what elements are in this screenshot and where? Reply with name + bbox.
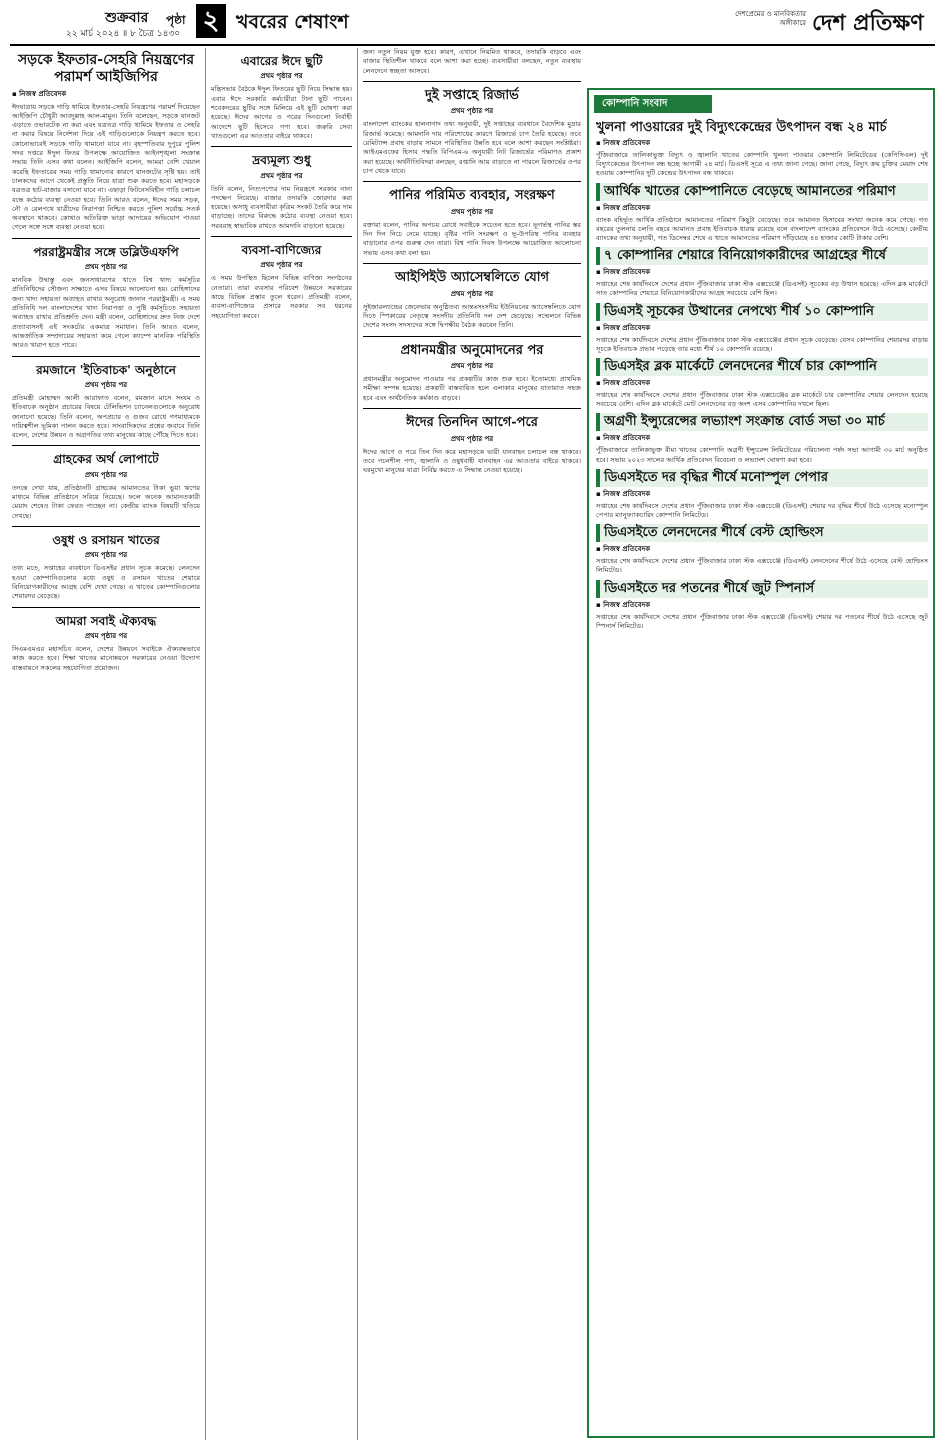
headline: পানির পরিমিত ব্যবহার, সংরক্ষণ xyxy=(389,188,555,204)
article-body: ঈদযাত্রায় সড়কে গাড়ি থামিয়ে ইফতার-সেহরি নিয়ন্ত্রণের পরামর্শ দিয়েছেন আইজিপি চৌধুরী আবদুল্লাহ আল-মামুন। তিনি বলেছেন, সড়কে যানজট এড়াতে ওভারটেক না করা এবং যত্রতত্র গাড়ি থামিয়ে ইফতার ও সেহরি না করার বিষয়ে নির্দেশনা দিয়ে এই গাড়িগুলোকে নিয়ন্ত্রণ করতে হবে। কোনোভাবেই সড়কে গাড়ি থামানো যাবে না। বৃহস্পতিবার দুপুরে পুলিশ সদর দপ্তরে ঈদুল ফিতর উপলক্ষে আয়োজিত আইনশৃঙ্খলা সংক্রান্ত সভায় তিনি এসব কথা বলেন। আইজিপি বলেন, আমরা বেশি খেয়াল করেছি ইফতারের সময় গাড়ি থামানোর কারণে যানজটের সৃষ্টি হয়। তাই চালকদের আগে থেকেই প্রস্তুতি নিয়ে যাত্রা শুরু করতে হবে। মহাসড়কে যত্রতত্র হাট-বাজার বসানো যাবে না। এছাড়া ফিটনেসবিহীন গাড়ি চলাচল বন্ধে কঠোর ব্যবস্থা নেওয়া হবে। তিনি আরও বলেন, ঈদের সময় সড়ক, নৌ ও রেলপথে যাত্রীদের নিরাপত্তা নিশ্চিত করতে পুলিশ সর্বোচ্চ সতর্ক অবস্থানে থাকবে। কোথাও অতিরিক্ত ভাড়া আদায়ের অভিযোগ পাওয়া গেলে সঙ্গে সঙ্গে ব্যবস্থা নেওয়া হবে। xyxy=(12,102,200,232)
byline: ▪ নিজস্ব প্রতিবেদক xyxy=(596,545,651,554)
column-divider xyxy=(205,48,206,1440)
divider xyxy=(12,526,200,527)
byline: প্রথম পৃষ্ঠার পর xyxy=(450,289,494,298)
byline: প্রথম পৃষ্ঠার পর xyxy=(84,631,128,640)
article-body: তদন্তে দেখা যায়, প্রতিষ্ঠানটি গ্রাহকের আমানতের টাকা ভুয়া ঋণের মাধ্যমে বিভিন্ন প্রতিষ্ঠানে সরিয়ে নিয়েছে। ফলে অনেক আমানতকারী মেয়াদ শেষেও টাকা ফেরত পাচ্ছেন না। কেন্দ্রীয় ব্যাংক বিষয়টি খতিয়ে দেখছে। xyxy=(12,483,200,520)
headline: পররাষ্ট্রমন্ত্রীর সঙ্গে ডব্লিউএফপি xyxy=(33,244,179,259)
column-3 xyxy=(363,48,581,1440)
headline: অগ্রণী ইন্স্যুরেন্সের লভ্যাংশ সংক্রান্ত বোর্ড সভা ৩০ মার্চ xyxy=(596,413,928,431)
headline: আমরা সবাই ঐক্যবদ্ধ xyxy=(55,613,157,628)
article-body: তথ্য মতে, সপ্তাহের ব্যবধানে ডিএসইর প্রধান সূচক কমেছে। লেনদেন হওয়া কোম্পানিগুলোর মধ্যে ওষুধ ও রসায়ন খাতের শেয়ারে বিনিয়োগকারীদের আগ্রহ বেশি দেখা গেছে। এ খাতের কোম্পানিগুলোর শেয়ারদর বেড়েছে। xyxy=(12,564,200,601)
byline: প্রথম পৃষ্ঠার পর xyxy=(260,261,303,270)
section-title: খবরের শেষাংশ xyxy=(236,11,349,33)
byline: ▪ নিজস্ব প্রতিবেদক xyxy=(596,203,651,212)
byline: প্রথম পৃষ্ঠার পর xyxy=(84,263,128,272)
divider xyxy=(211,236,352,237)
byline: প্রথম পৃষ্ঠার পর xyxy=(450,107,494,116)
headline: গ্রাহকের অর্থ লোপাটে xyxy=(53,452,159,467)
divider xyxy=(12,445,200,446)
article-body: মানবিক উদ্বাস্তু এবং জনসাধারণের খাতে বিশ্ব খাদ্য কর্মসূচির প্রতিনিধিদের সৌজন্য সাক্ষাতে এসব বিষয়ে আলোচনা হয়। রোহিঙ্গাদের জন্য খাদ্য সহায়তা অব্যাহত রাখার অনুরোধ জানান পররাষ্ট্রমন্ত্রী। এ সময় প্রতিনিধি দল বাংলাদেশের খাদ্য নিরাপত্তা ও পুষ্টি কর্মসূচিতে সহায়তা অব্যাহত রাখার প্রতিশ্রুতি দেন। মন্ত্রী বলেন, রোহিঙ্গাদের দ্রুত নিজ দেশে প্রত্যাবাসনই এই সংকটের একমাত্র সমাধান। তিনি আরও বলেন, আন্তর্জাতিক সম্প্রদায়ের সহায়তা কমে গেলে ক্যাম্পে মানবিক পরিস্থিতি আরও খারাপ হতে পারে। xyxy=(12,276,200,350)
article-body: ব্যাংক বহির্ভূত আর্থিক প্রতিষ্ঠানে আমানতের পরিমাণ কিছুটা বেড়েছে। তবে আমানত হিসাবের সংখ্যা অনেক কমে গেছে। গত বছরের তুলনায় চলতি বছরে আমানত প্রবাহ ইতিবাচক ধারায় রয়েছে বলে বাংলাদেশ ব্যাংকের প্রতিবেদনে উঠে এসেছে। কেন্দ্রীয় ব্যাংকের তথ্য অনুযায়ী, গত ডিসেম্বর শেষে এ খাতে আমানতের পরিমাণ দাঁড়িয়েছে ৪৪ হাজার কোটি টাকার বেশি। xyxy=(596,215,928,243)
article-body: এ সময় উপস্থিত ছিলেন বিভিন্ন বাণিজ্য সংগঠনের নেতারা। তারা ব্যবসার পরিবেশ উন্নয়নে সরকারের কাছে বিভিন্ন প্রস্তাব তুলে ধরেন। প্রতিমন্ত্রী বলেন, ব্যবসা-বাণিজ্যের প্রসারে সরকার সব ধরনের সহযোগিতা করবে। xyxy=(211,274,352,320)
byline: ▪ নিজস্ব প্রতিবেদক xyxy=(12,89,67,98)
column-1 xyxy=(12,48,200,1440)
header-page-label: পৃষ্ঠা xyxy=(166,13,186,27)
divider xyxy=(12,607,200,608)
byline: ▪ নিজস্ব প্রতিবেদক xyxy=(596,379,651,388)
page-number: ২ xyxy=(196,4,226,38)
article-body: পুঁজিবাজারে তালিকাভুক্ত বিদ্যুৎ ও জ্বালানি খাতের কোম্পানি খুলনা পাওয়ার কোম্পানি লিমিটেডের (কেপিসিএল) দুই বিদ্যুৎকেন্দ্রের উৎপাদন বন্ধ হচ্ছে আগামী ২৪ মার্চ। ডিএসই সূত্রে এ তথ্য জানা গেছে। জানা গেছে, বিদ্যুৎ ক্রয় চুক্তির মেয়াদ শেষ হওয়ায় কোম্পানির দুটি কেন্দ্রের উৎপাদন বন্ধ থাকবে। xyxy=(596,151,928,178)
byline: প্রথম পৃষ্ঠার পর xyxy=(450,207,494,216)
divider xyxy=(12,356,200,357)
headline: আর্থিক খাতের কোম্পানিতে বেড়েছে আমানতের পরিমাণ xyxy=(596,183,928,201)
byline: প্রথম পৃষ্ঠার পর xyxy=(84,380,128,389)
article-body: সপ্তাহের শেষ কার্যদিবসে দেশের প্রধান পুঁজিবাজার ঢাকা স্টক এক্সচেঞ্জে (ডিএসই) লেনদেনের শীর্ষে উঠে এসেছে বেস্ট হোল্ডিংস লিমিটেড। xyxy=(596,557,928,575)
byline: ▪ নিজস্ব প্রতিবেদক xyxy=(596,268,651,277)
article-body: তিনি বলেন, নিত্যপণ্যের দাম নিয়ন্ত্রণে সরকার নানা পদক্ষেপ নিয়েছে। বাজার তদারকি জোরদার করা হয়েছে। অসাধু ব্যবসায়ীরা কৃত্রিম সংকট তৈরি করে দাম বাড়াচ্ছে। তাদের বিরুদ্ধে কঠোর ব্যবস্থা নেওয়া হবে। সরবরাহ স্বাভাবিক রাখতে আমদানি বাড়ানো হয়েছে। xyxy=(211,184,352,230)
divider xyxy=(363,408,581,409)
headline: আইপিইউ অ্যাসেম্বলিতে যোগ xyxy=(394,270,550,286)
divider xyxy=(363,263,581,264)
article-body: সপ্তাহের শেষ কার্যদিবসে দেশের প্রধান পুঁজিবাজার ঢাকা স্টক এক্সচেঞ্জে (ডিএসই) শেয়ার দর বৃদ্ধির শীর্ষে উঠে এসেছে মনোস্পুল পেপার ম্যানুফ্যাকচারিং কোম্পানি লিমিটেড। xyxy=(596,501,928,520)
headline: ঈদের তিনদিন আগে-পরে xyxy=(406,415,538,431)
headline: ৭ কোম্পানির শেয়ারে বিনিয়োগকারীদের আগ্রহের শীর্ষে xyxy=(596,247,928,265)
article-body: জন্য নতুন নিয়ম যুক্ত হবে। কারণ, এখানে নিয়মিত থাকবে, তদারকি বাড়বে এবং বাজার স্থিতিশীল থাকবে বলে আশা করা হচ্ছে। ব্যবসায়ীরা বলছেন, নতুন ব্যবস্থায় লেনদেনে স্বচ্ছতা আসবে। xyxy=(363,48,581,75)
headline: ডিএসইর ব্লক মার্কেটে লেনদেনের শীর্ষে চার কোম্পানি xyxy=(596,358,928,376)
article-body: প্রতিমন্ত্রী মোহাম্মদ আলী আরাফাত বলেন, রমজান মাসে সংযম ও ইতিবাচক অনুষ্ঠান প্রচারের বিষয়ে টেলিভিশন চ্যানেলগুলোকে অনুরোধ জানানো হয়েছে। তিনি বলেন, অপপ্রচার ও গুজব রোধে গণমাধ্যমকে দায়িত্বশীল ভূমিকা পালন করতে হবে। সাংবাদিকদের প্রশ্নের জবাবে তিনি বলেন, দেশের উন্নয়ন ও অগ্রগতির তথ্য মানুষের কাছে পৌঁছে দিতে হবে। xyxy=(12,393,200,440)
headline: ডিএসইতে লেনদেনের শীর্ষে বেস্ট হোল্ডিংস xyxy=(596,524,928,542)
byline: প্রথম পৃষ্ঠার পর xyxy=(84,551,128,560)
company-news-tab: কোম্পানি সংবাদ xyxy=(594,95,712,113)
byline: ▪ নিজস্ব প্রতিবেদক xyxy=(596,139,651,147)
headline: প্রধানমন্ত্রীর অনুমোদনের পর xyxy=(400,342,544,358)
article-body: সিএমএমএর মহাসচিব বলেন, দেশের উন্নয়নে সবাইকে ঐক্যবদ্ধভাবে কাজ করতে হবে। শিক্ষা খাতের মানোন্নয়নে সরকারের নেওয়া উদ্যোগ বাস্তবায়নে সকলের সহযোগিতা প্রয়োজন। xyxy=(12,644,200,672)
header-date: ২২ মার্চ ২০২৪ ॥ ৮ চৈত্র ১৪৩০ xyxy=(66,29,181,39)
newspaper-logo: দেশ প্রতিক্ষণ xyxy=(812,10,924,36)
header-day: শুক্রবার xyxy=(105,10,149,26)
divider xyxy=(363,181,581,182)
headline: দুই সপ্তাহে রিজার্ভ xyxy=(425,87,519,103)
column-divider xyxy=(357,48,358,1440)
company-news-content xyxy=(596,116,928,1432)
headline: এবারের ঈদে ছুটি xyxy=(240,54,323,68)
headline: ওষুধ ও রসায়ন খাতের xyxy=(52,532,160,547)
article-body: বক্তারা বলেন, পানির অপচয় রোধে সবাইকে সচেতন হতে হবে। ভূগর্ভস্থ পানির স্তর দিন দিন নিচে নেমে যাচ্ছে। বৃষ্টির পানি সংরক্ষণ ও ভূ-উপরিস্থ পানির ব্যবহার বাড়ানোর ওপর গুরুত্ব দেন তারা। বিশ্ব পানি দিবস উপলক্ষে আয়োজিত আলোচনা সভায় এসব কথা বলা হয়। xyxy=(363,220,581,257)
article-body: সপ্তাহের শেষ কার্যদিবসে দেশের প্রধান পুঁজিবাজার ঢাকা স্টক এক্সচেঞ্জের প্রধান সূচক বেড়েছে। যেসব কোম্পানির শেয়ারদর বাড়ায় সূচকে ইতিবাচক প্রভাব পড়েছে তার মধ্যে শীর্ষ ১০ কোম্পানি রয়েছে। xyxy=(596,335,928,353)
article-body: সপ্তাহের শেষ কার্যদিবসে দেশের প্রধান পুঁজিবাজার ঢাকা স্টক এক্সচেঞ্জে (ডিএসই) শেয়ার দর পতনের শীর্ষে উঠে এসেছে জুট স্পিনার্স লিমিটেড। xyxy=(596,612,928,630)
article-body: সপ্তাহের শেষ কার্যদিবসে দেশের প্রধান পুঁজিবাজার ঢাকা স্টক এক্সচেঞ্জে (ডিএসই) সূচকের বড় উত্থান হয়েছে। এদিন ব্লক মার্কেটে সাত কোম্পানির শেয়ারে বিনিয়োগকারীদের আগ্রহ সবচেয়ে বেশি ছিল। xyxy=(596,280,928,298)
article-body: মন্ত্রিসভার বৈঠকে ঈদুল ফিতরের ছুটি নিয়ে সিদ্ধান্ত হয়। এবার ঈদে সরকারি কর্মচারীরা টানা ছুটি পাবেন। শবেকদরের ছুটির সঙ্গে মিলিয়ে এই ছুটি ঘোষণা করা হয়েছে। ঈদের আগের ও পরের দিনগুলো নির্বাহী আদেশে ছুটি হিসেবে গণ্য হবে। জরুরি সেবা খাতগুলো এর আওতার বাইরে থাকবে। xyxy=(211,85,352,140)
divider xyxy=(211,146,352,147)
byline: ▪ নিজস্ব প্রতিবেদক xyxy=(596,489,651,498)
divider xyxy=(363,336,581,337)
divider xyxy=(363,81,581,82)
header-tagline: দেশপ্রেমের ও মানবিকতার অঙ্গীকারে xyxy=(735,10,806,27)
byline: প্রথম পৃষ্ঠার পর xyxy=(260,72,303,81)
byline: প্রথম পৃষ্ঠার পর xyxy=(450,362,494,371)
headline: ডিএসই সূচকের উত্থানের নেপথ্যে শীর্ষ ১০ কোম্পানি xyxy=(596,303,928,321)
headline: দ্রব্যমূল্য শুধু xyxy=(252,153,311,168)
column-2 xyxy=(211,48,352,1440)
headline: খুলনা পাওয়ারের দুই বিদ্যুৎকেন্দ্রের উৎপাদন বন্ধ ২৪ মার্চ xyxy=(596,120,887,135)
divider xyxy=(12,238,200,239)
article-body: প্রধানমন্ত্রীর অনুমোদন পাওয়ার পর প্রকল্পটির কাজ শুরু হবে। ইতোমধ্যে প্রাথমিক সমীক্ষা সম্পন্ন হয়েছে। প্রকল্পটি বাস্তবায়িত হলে এলাকার মানুষের যাতায়াত সহজ হবে এবং অর্থনৈতিক কর্মকাণ্ড বাড়বে। xyxy=(363,375,581,402)
article-body: বাংলাদেশ ব্যাংকের হালনাগাদ তথ্য অনুযায়ী, দুই সপ্তাহের ব্যবধানে বৈদেশিক মুদ্রার রিজার্ভ কমেছে। আমদানি দায় পরিশোধের কারণে রিজার্ভে চাপ তৈরি হয়েছে। তবে রেমিট্যান্স প্রবাহ বাড়ায় সামনে পরিস্থিতির উন্নতি হবে বলে আশা করছেন সংশ্লিষ্টরা। আইএমএফের হিসাব পদ্ধতি বিপিএম-৬ অনুযায়ী নিট রিজার্ভের পরিমাণও প্রকাশ করা হয়েছে। অর্থনীতিবিদরা বলছেন, রপ্তানি আয় বাড়াতে না পারলে রিজার্ভের ওপর চাপ থেকে যাবে। xyxy=(363,120,581,175)
byline: ▪ নিজস্ব প্রতিবেদক xyxy=(596,323,651,332)
headline: ব্যবসা-বাণিজ্যের xyxy=(241,243,322,258)
byline: প্রথম পৃষ্ঠার পর xyxy=(260,171,303,180)
byline: ▪ নিজস্ব প্রতিবেদক xyxy=(596,434,651,443)
article-body: সুইজারল্যান্ডের জেনেভায় অনুষ্ঠিতব্য আন্তঃসংসদীয় ইউনিয়নের অ্যাসেম্বলিতে যোগ দিতে স্পিকারের নেতৃত্বে সংসদীয় প্রতিনিধি দল দেশ ছেড়েছে। সম্মেলনে বিভিন্ন দেশের সংসদ সদস্যদের সঙ্গে দ্বিপক্ষীয় বৈঠক করবেন তিনি। xyxy=(363,302,581,330)
article-body: পুঁজিবাজারে তালিকাভুক্ত বীমা খাতের কোম্পানি অগ্রণী ইন্স্যুরেন্স লিমিটেডের পরিচালনা পর্ষদ সভা আগামী ৩০ মার্চ অনুষ্ঠিত হবে। সভায় ২০২৩ সালের আর্থিক প্রতিবেদন বিবেচনা ও লভ্যাংশ ঘোষণা করা হবে। xyxy=(596,446,928,464)
headline: ডিএসইতে দর বৃদ্ধির শীর্ষে মনোস্পুল পেপার xyxy=(596,469,928,487)
byline: ▪ নিজস্ব প্রতিবেদক xyxy=(596,600,651,609)
headline: সড়কে ইফতার-সেহরি নিয়ন্ত্রণের পরামর্শ আইজিপির xyxy=(17,52,195,85)
article-body: ঈদের আগে ও পরে তিন দিন করে মহাসড়কে ভারী যানবাহন চলাচল বন্ধ থাকবে। তবে পচনশীল পণ্য, জ্বালানি ও ওষুধবাহী যানবাহন এর আওতার বাইরে থাকবে। ঘরমুখো মানুষের যাত্রা নির্বিঘ্ন করতে এ সিদ্ধান্ত নেওয়া হয়েছে। xyxy=(363,447,581,475)
article-body: সপ্তাহের শেষ কার্যদিবসে দেশের প্রধান পুঁজিবাজার ঢাকা স্টক এক্সচেঞ্জের ব্লক মার্কেটে চার কোম্পানির শেয়ার লেনদেন হয়েছে সবচেয়ে বেশি। এদিন ব্লক মার্কেটে মোট লেনদেনের বড় অংশ এসব কোম্পানির দখলে ছিল। xyxy=(596,391,928,409)
byline: প্রথম পৃষ্ঠার পর xyxy=(84,470,128,479)
byline: প্রথম পৃষ্ঠার পর xyxy=(450,434,494,443)
headline: রমজানে 'ইতিবাচক' অনুষ্ঠানে xyxy=(36,362,176,377)
headline: ডিএসইতে দর পতনের শীর্ষে জুট স্পিনার্স xyxy=(596,580,928,598)
